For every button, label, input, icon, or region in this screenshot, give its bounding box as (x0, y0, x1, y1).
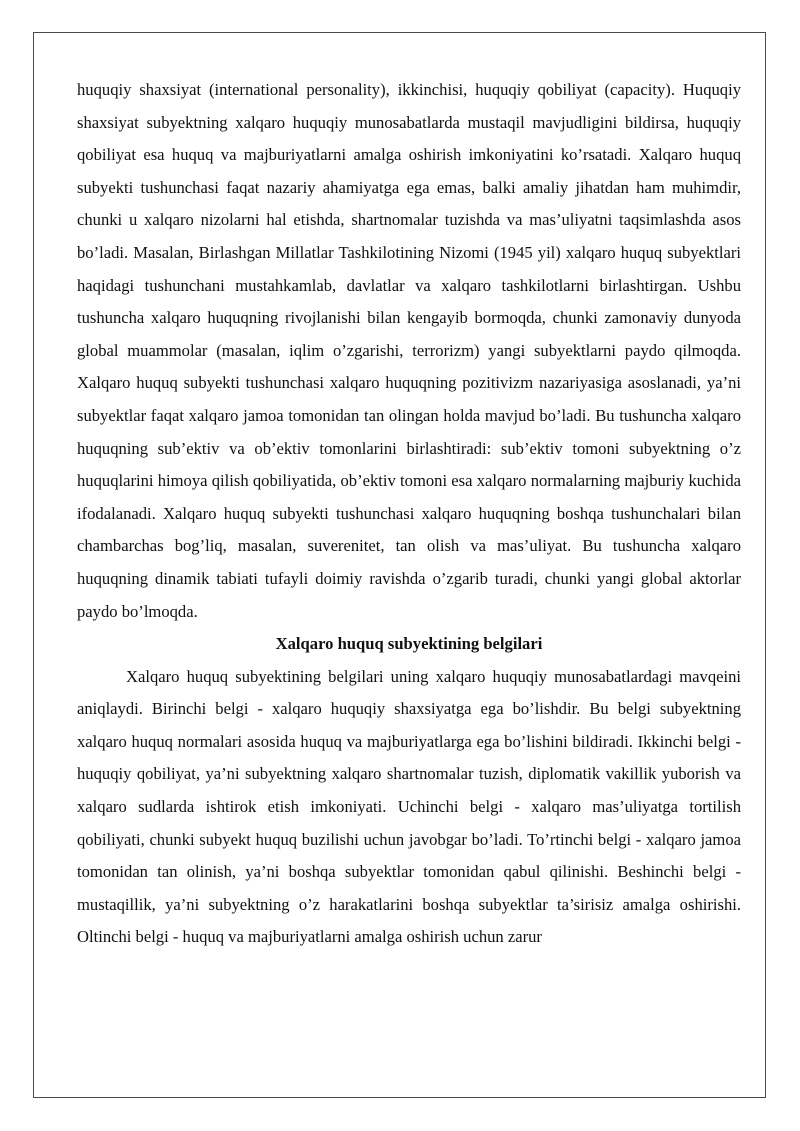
body-paragraph-belgilari: Xalqaro huquq subyektining belgilari uning xalqaro huquqiy munosabatlardagi mavqeini aniqlaydi. Birinchi belgi - xalqaro huquqiy shaxsiyatga ega bo’lishdir. Bu belgi subyektning xalqaro huquq normalari asosida huquq va majburiyatlarga ega bo’lishini bildiradi. Ikkinchi belgi - huquqiy qobiliyat, ya’ni subyektning xalqaro shartnomalar tuzish, diplomatik vakillik yuborish va xalqaro sudlarda ishtirok etish imkoniyati. Uchinchi belgi - xalqaro mas’uliyatga tortilish qobiliyati, chunki subyekt huquq buzilishi uchun javobgar bo’ladi. To’rtinchi belgi - xalqaro jamoa tomonidan tan olinish, ya’ni boshqa subyektlar tomonidan qabul qilinishi. Beshinchi belgi - mustaqillik, ya’ni subyektning o’z harakatlarini boshqa subyektlar ta’sirisiz amalga oshirishi. Oltinchi belgi - huquq va majburiyatlarni amalga oshirish uchun zarur (77, 666, 741, 947)
section-heading: Xalqaro huquq subyektining belgilari (275, 634, 543, 654)
document-page (33, 32, 766, 1098)
body-paragraph-continued: huquqiy shaxsiyat (international personality), ikkinchisi, huquqiy qobiliyat (capacity). Huquqiy shaxsiyat subyektning xalqaro huquqiy munosabatlarda mustaqil mavjudligini bildirsa, huquqiy qobiliyat esa huquq va majburiyatlarni amalga oshirish imkoniyatini ko’rsatadi. Xalqaro huquq subyekti tushunchasi faqat nazariy ahamiyatga ega emas, balki amaliy jihatdan ham muhimdir, chunki u xalqaro nizolarni hal etishda, shartnomalar tuzishda va mas’uliyatni taqsimlashda asos bo’ladi. Masalan, Birlashgan Millatlar Tashkilotining Nizomi (1945 yil) xalqaro huquq subyektlari haqidagi tushunchani mustahkamlab, davlatlar va xalqaro tashkilotlarni birlashtirgan. Ushbu tushuncha xalqaro huquqning rivojlanishi bilan kengayib bormoqda, chunki zamonaviy dunyoda global muammolar (masalan, iqlim o’zgarishi, terrorizm) yangi subyektlarni paydo qilmoqda. Xalqaro huquq subyekti tushunchasi xalqaro huquqning pozitivizm nazariyasiga asoslanadi, ya’ni subyektlar faqat xalqaro jamoa tomonidan tan olingan holda mavjud bo’ladi. Bu tushuncha xalqaro huquqning sub’ektiv va ob’ektiv tomonlarini birlashtiradi: sub’ektiv tomoni subyektning o’z huquqlarini himoya qilish qobiliyatida, ob’ektiv tomoni esa xalqaro normalarning majburiy kuchida ifodalanadi. Xalqaro huquq subyekti tushunchasi xalqaro huquqning boshqa tushunchalari bilan chambarchas bog’liq, masalan, suverenitet, tan olish va mas’uliyat. Bu tushuncha xalqaro huquqning dinamik tabiati tufayli doimiy ravishda o’zgarib turadi, chunki yangi global aktorlar paydo bo’lmoqda. (77, 80, 741, 621)
page-content (77, 74, 741, 954)
